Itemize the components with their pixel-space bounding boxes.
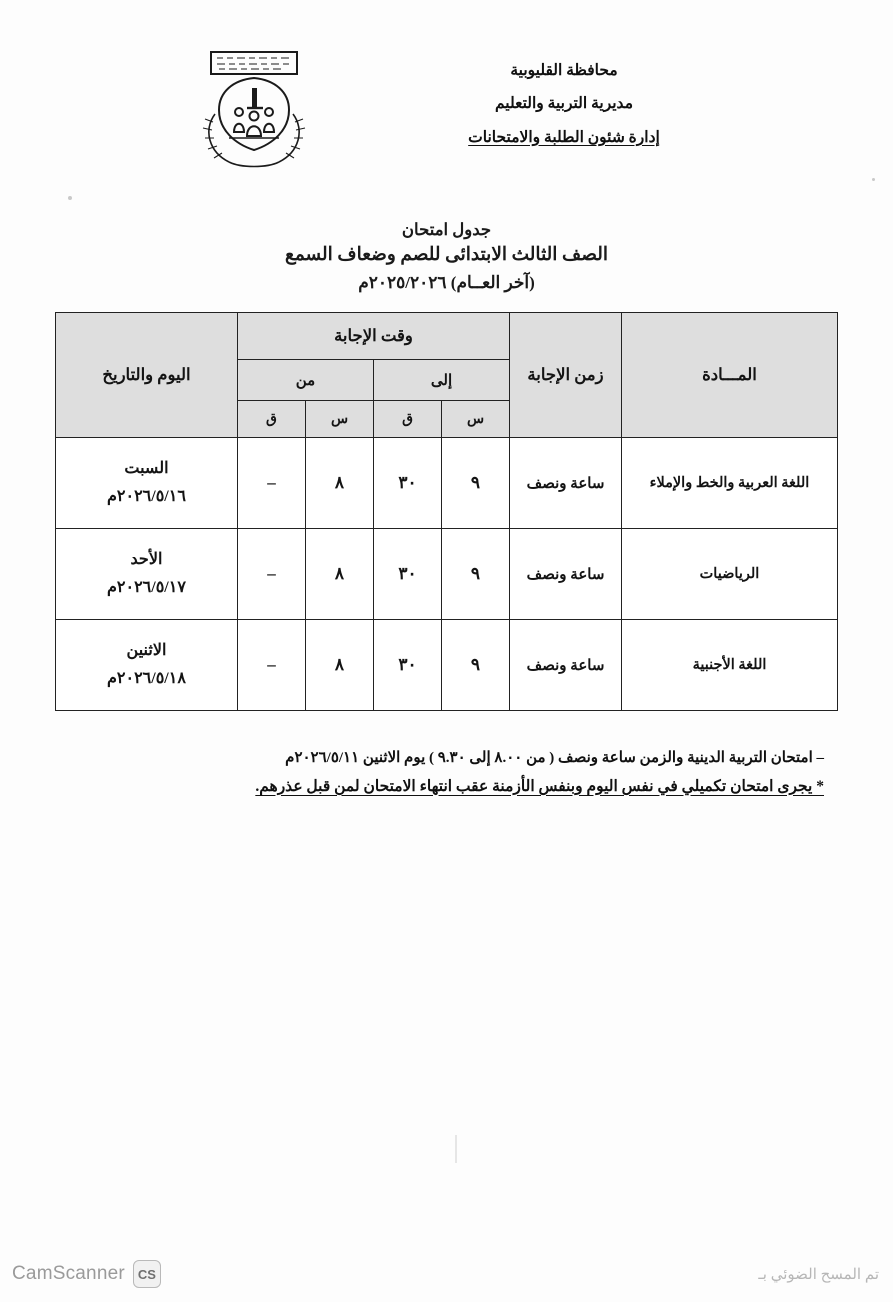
page-subtitle: الصف الثالث الابتدائى للصم وضعاف السمع xyxy=(284,244,609,265)
issuing-authority-block xyxy=(399,48,729,154)
table-head xyxy=(55,313,837,438)
cell-from-minute: – xyxy=(237,438,305,529)
column-header-from-hour: س xyxy=(306,401,374,438)
scan-speck xyxy=(68,196,72,200)
cell-to-minute: ٣٠ xyxy=(374,620,442,711)
cell-subject: اللغة الأجنبية xyxy=(622,620,838,711)
cell-date: ٢٠٢٦/٥/١٦م xyxy=(106,488,186,505)
cell-subject: الرياضيات xyxy=(622,529,838,620)
cell-duration: ساعة ونصف xyxy=(510,529,622,620)
cell-to-minute: ٣٠ xyxy=(374,438,442,529)
cell-duration: ساعة ونصف xyxy=(510,620,622,711)
cell-to-hour: ٩ xyxy=(442,620,510,711)
camscanner-logo-icon: CS xyxy=(133,1260,161,1288)
note-makeup-exam: * يجرى امتحان تكميلي في نفس اليوم وبنفس الأزمنة عقب انتهاء الامتحان لمن قبل عذرهم. xyxy=(255,777,824,795)
column-header-subject: المـــادة xyxy=(622,313,838,438)
scanned-with-note: تم المسح الضوئي بـ xyxy=(758,1267,879,1283)
table-row xyxy=(55,438,837,529)
cell-day-name: الاثنين xyxy=(126,642,167,659)
cell-day-and-date xyxy=(55,438,237,529)
scan-artifact-line xyxy=(455,1135,457,1163)
cell-day-and-date xyxy=(55,620,237,711)
cell-from-minute: – xyxy=(237,620,305,711)
column-header-day-and-date: اليوم والتاريخ xyxy=(55,313,237,438)
column-header-answer-time: وقت الإجابة xyxy=(237,313,509,360)
document-header xyxy=(59,48,829,168)
camscanner-footer xyxy=(0,1252,893,1292)
department-line: إدارة شئون الطلبة والامتحانات xyxy=(468,128,660,146)
column-header-to-minute: ق xyxy=(374,401,442,438)
column-header-from: من xyxy=(237,360,373,401)
directorate-line: مديرية التربية والتعليم xyxy=(494,95,634,113)
cell-date: ٢٠٢٦/٥/١٨م xyxy=(106,670,186,687)
scan-speck xyxy=(872,178,875,181)
cell-day-name: الأحد xyxy=(130,551,163,568)
camscanner-app-name: CamScanner xyxy=(12,1263,125,1284)
cell-from-minute: – xyxy=(237,529,305,620)
cell-to-hour: ٩ xyxy=(442,438,510,529)
table-header-row-1 xyxy=(55,313,837,360)
exam-schedule-table-wrapper xyxy=(56,312,838,711)
cell-day-name: السبت xyxy=(124,460,169,477)
cell-subject: اللغة العربية والخط والإملاء xyxy=(622,438,838,529)
cell-from-hour: ٨ xyxy=(306,529,374,620)
cell-duration: ساعة ونصف xyxy=(510,438,622,529)
page-title: جدول امتحان xyxy=(401,220,492,239)
table-row xyxy=(55,529,837,620)
note-religion-exam: – امتحان التربية الدينية والزمن ساعة ونصف ( من ٨.٠٠ إلى ٩.٣٠ ) يوم الاثنين ٢٠٢٦/٥/١١م xyxy=(285,750,824,766)
cell-to-hour: ٩ xyxy=(442,529,510,620)
column-header-to-hour: س xyxy=(442,401,510,438)
cell-day-and-date xyxy=(55,529,237,620)
camscanner-brand xyxy=(12,1260,161,1288)
governorate-line: محافظة القليوبية xyxy=(510,62,618,79)
cell-from-hour: ٨ xyxy=(306,620,374,711)
cell-to-minute: ٣٠ xyxy=(374,529,442,620)
column-header-duration: زمن الإجابة xyxy=(510,313,622,438)
government-emblem-icon xyxy=(189,48,319,168)
page-term-line: (آخر العــام) ٢٠٢٥/٢٠٢٦م xyxy=(358,272,535,292)
column-header-to: إلى xyxy=(374,360,510,401)
column-header-from-minute: ق xyxy=(237,401,305,438)
table-body xyxy=(55,438,837,711)
cell-date: ٢٠٢٦/٥/١٧م xyxy=(106,579,186,596)
table-row xyxy=(55,620,837,711)
notes-block xyxy=(48,744,838,796)
document-title-block xyxy=(0,218,893,295)
exam-schedule-table xyxy=(55,312,838,711)
cell-from-hour: ٨ xyxy=(306,438,374,529)
